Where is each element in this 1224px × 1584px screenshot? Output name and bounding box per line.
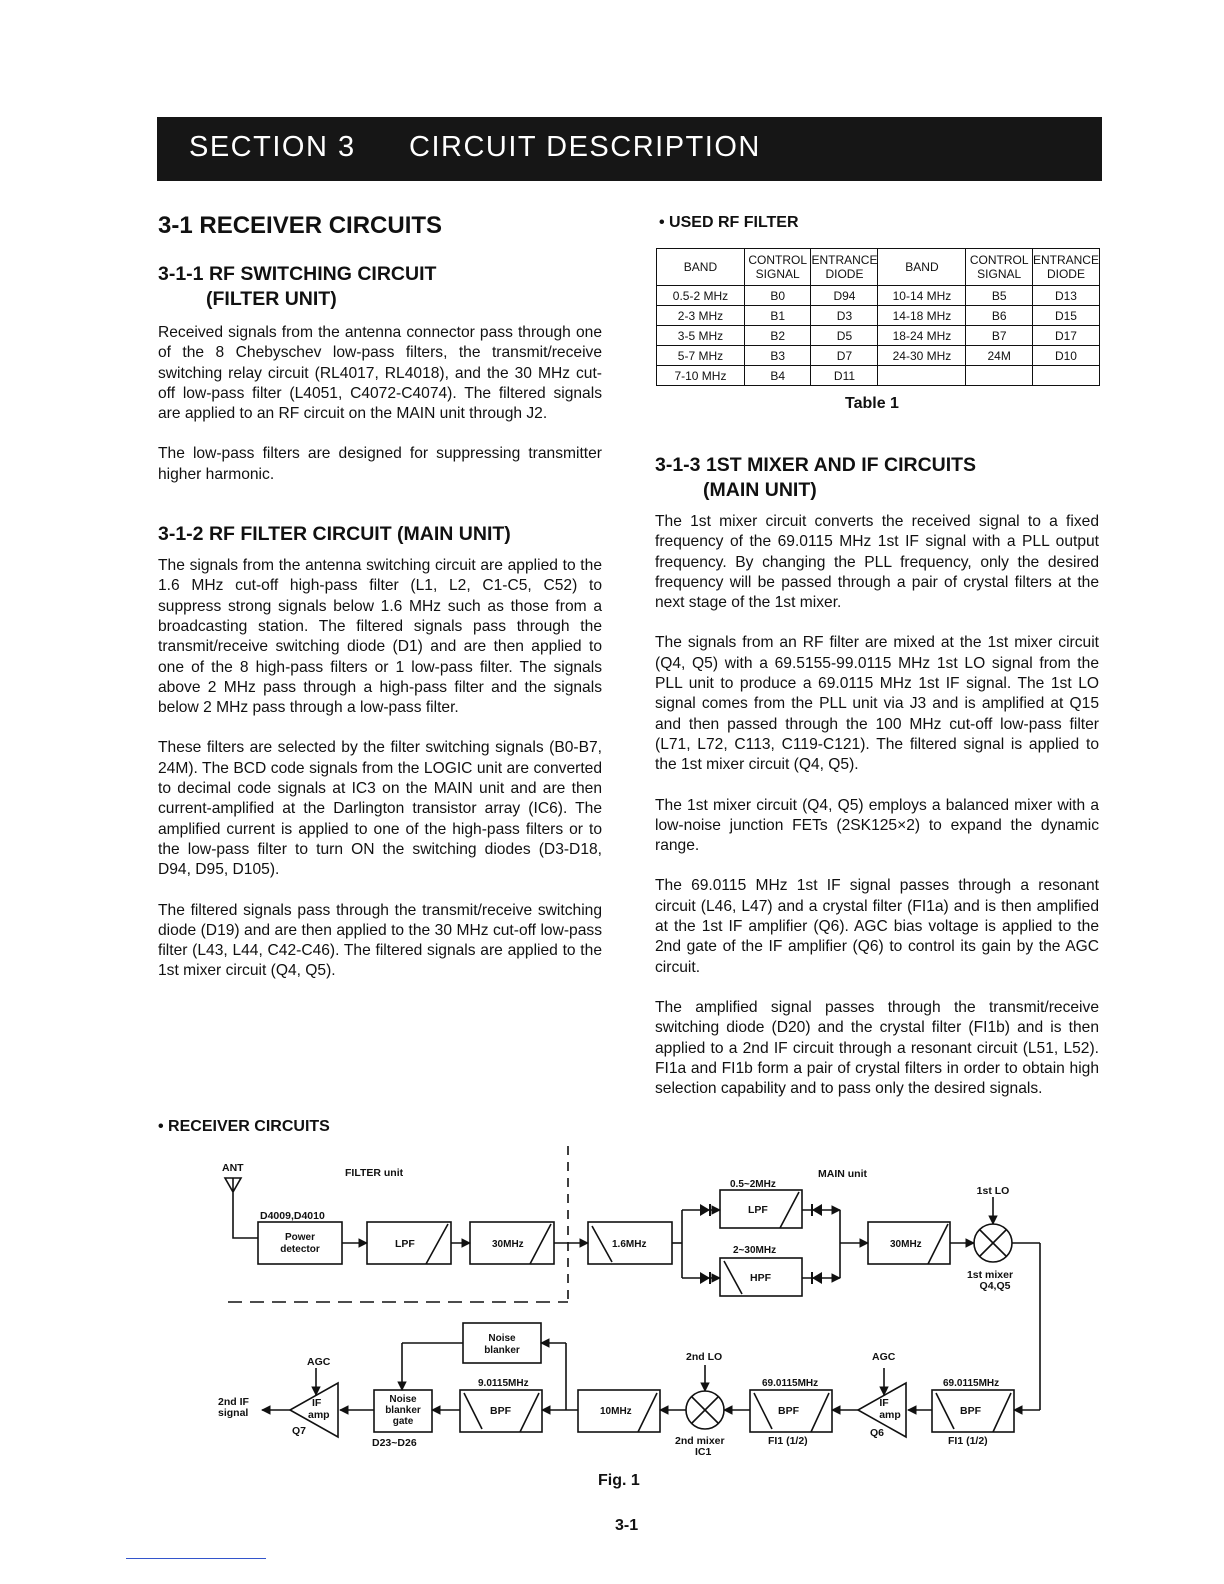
table-cell: B6 xyxy=(966,306,1033,326)
paragraph: The 69.0115 MHz 1st IF signal passes through a resonant circuit (L46, L47) and a crystal filter (FI1a) and is then amplified at the 1st IF amplifier (Q6). AGC bias voltage is applied to the 2nd gate of the IF amplifier (Q6) to control its gain by the AGC circuit. xyxy=(655,877,1099,976)
agc-label: AGC xyxy=(307,1356,331,1368)
lpf-30mhz-main-label: 30MHz xyxy=(890,1239,922,1250)
table-cell: 24M xyxy=(966,346,1033,366)
heading-3-1-3-line1: 3-1-3 1ST MIXER AND IF CIRCUITS xyxy=(655,454,977,476)
hpf-1-6mhz-label: 1.6MHz xyxy=(612,1239,647,1250)
heading-3-1-3-line2: (MAIN UNIT) xyxy=(703,479,817,501)
table-caption: Table 1 xyxy=(845,395,899,412)
heading-3-1-1-line2: (FILTER UNIT) xyxy=(206,288,337,310)
power-detector-block xyxy=(258,1222,342,1264)
table-cell: D5 xyxy=(811,326,878,346)
agc-label: AGC xyxy=(872,1351,896,1363)
used-rf-filter-label: • USED RF FILTER xyxy=(659,214,799,231)
table-row xyxy=(657,326,1100,346)
table-header: BAND xyxy=(878,249,966,286)
frequency-label: 69.0115MHz xyxy=(762,1378,819,1389)
paragraph: The filtered signals pass through the transmit/receive switching diode (D19) and are then applied to the 30 MHz cut-off low-pass filter (L43, L44, C42-C46). The filtered signals are applied to the 1st mixer circuit (Q4, Q5). xyxy=(158,901,602,980)
lpf-label: LPF xyxy=(395,1238,415,1250)
ant-label: ANT xyxy=(222,1162,244,1174)
diode-label: D4009,D4010 xyxy=(260,1210,325,1222)
table-header: BAND xyxy=(657,249,745,286)
paragraph: The 1st mixer circuit converts the received signal to a fixed frequency of the 69.0115 MHz 1st IF signal with a PLL output frequency. By changing the PLL frequency, only the desired frequency will be passed through a pair of crystal filters at the next stage of the 1st mixer. xyxy=(655,513,1099,612)
table-header-row xyxy=(657,249,1100,286)
section-banner xyxy=(157,117,1102,181)
paragraph: The 1st mixer circuit (Q4, Q5) employs a balanced mixer with a low-noise junction FETs (2SK125×2) to expand the dynamic range. xyxy=(655,796,1099,855)
paragraph: Received signals from the antenna connector pass through one of the 8 Chebyschev low-pass filters, the transmit/receive switching relay circuit (RL4017, RL4018), and the 30 MHz cut-off low-pass filter (L4051, C4072-C4074). The filtered signals are applied to an RF circuit on the MAIN unit through J2. xyxy=(158,324,602,423)
section-number: SECTION 3 xyxy=(189,131,356,163)
filter-unit-label: FILTER unit xyxy=(345,1167,404,1179)
table-cell: B1 xyxy=(744,306,811,326)
figure-caption: Fig. 1 xyxy=(598,1472,640,1489)
table-cell: B0 xyxy=(744,286,811,306)
receiver-circuits-label: • RECEIVER CIRCUITS xyxy=(158,1118,330,1135)
paragraph: The signals from the antenna switching circuit are applied to the 1.6 MHz cut-off high-pass filter (L1, L2, C1-C5, C52) to suppress strong signals below 1.6 MHz such as those from a broadcasting station. The filtered signals pass through the transmit/receive switching diode (D1) and are then applied to one of the 8 high-pass filters or 1 low-pass filter. The signals above 2 MHz pass through a high-pass filter and the signals below 2 MHz pass through a low-pass filter. xyxy=(158,557,602,717)
lpf-main-label: LPF xyxy=(748,1204,768,1216)
table-cell: 18-24 MHz xyxy=(878,326,966,346)
table-cell: 2-3 MHz xyxy=(657,306,745,326)
q7-label: Q7 xyxy=(292,1425,307,1437)
right-column xyxy=(655,453,1099,1099)
table-cell: D17 xyxy=(1032,326,1099,346)
second-mixer-label: IC1 xyxy=(695,1446,712,1458)
table-cell xyxy=(966,366,1033,386)
paragraph: The amplified signal passes through the transmit/receive switching diode (D20) and the crystal filter (FI1b) and is then applied to a 2nd IF circuit through a resonant circuit (L51, L52). FI1a and FI1b form a pair of crystal filters in order to obtain high selection capability and to pass only the desired signals. xyxy=(655,998,1099,1098)
noise-blanker-gate-label: Noise xyxy=(389,1394,417,1405)
power-detector-label: Power xyxy=(284,1232,316,1243)
noise-blanker-gate-label: gate xyxy=(392,1416,414,1427)
table-row xyxy=(657,306,1100,326)
table-cell: 24-30 MHz xyxy=(878,346,966,366)
first-mixer-label: Q4,Q5 xyxy=(979,1280,1011,1292)
heading-3-1-1-line1: 3-1-1 RF SWITCHING CIRCUIT xyxy=(158,263,437,285)
second-if-label: 2nd IF xyxy=(218,1396,249,1408)
table-header: ENTRANCE DIODE xyxy=(1032,249,1099,286)
table-cell: 0.5-2 MHz xyxy=(657,286,745,306)
table-row xyxy=(657,346,1100,366)
heading-3-1-2: 3-1-2 RF FILTER CIRCUIT (MAIN UNIT) xyxy=(158,523,511,546)
paragraph: These filters are selected by the filter switching signals (B0-B7, 24M). The BCD code signals from the LOGIC unit are converted to decimal code signals at IC3 on the MAIN unit and are then current-amplified at the Darlington transistor array (IC6). The amplified current is applied to one of the high-pass filters or to the low-pass filter to turn ON the switching diodes (D3-D18, D94, D95, D105). xyxy=(158,739,602,879)
second-if-label: signal xyxy=(218,1407,249,1419)
footer-rule xyxy=(126,1558,266,1559)
table-cell xyxy=(1032,366,1099,386)
second-lo-label: 2nd LO xyxy=(686,1351,723,1363)
first-mixer-label: 1st mixer xyxy=(966,1269,1014,1281)
noise-blanker-gate-label: blanker xyxy=(385,1405,421,1416)
table-cell: B7 xyxy=(966,326,1033,346)
if-amp-label: amp xyxy=(879,1409,901,1421)
receiver-block-diagram xyxy=(0,1140,1224,1470)
antenna-icon xyxy=(225,1178,258,1238)
bpf-label: BPF xyxy=(960,1405,981,1417)
q6-label: Q6 xyxy=(870,1427,885,1439)
lpf-10mhz-label: 10MHz xyxy=(600,1406,632,1417)
section-title: CIRCUIT DESCRIPTION xyxy=(409,131,761,163)
frequency-label: 9.0115MHz xyxy=(478,1378,529,1389)
table-cell: D94 xyxy=(811,286,878,306)
table-cell: B4 xyxy=(744,366,811,386)
table-cell: D11 xyxy=(811,366,878,386)
rf-filter-table xyxy=(656,248,1100,386)
range-lo-label: 0.5~2MHz xyxy=(730,1179,776,1190)
bpf-label: BPF xyxy=(490,1405,511,1417)
table-cell: B3 xyxy=(744,346,811,366)
fi1-label: FI1 (1/2) xyxy=(768,1435,808,1447)
table-header: CONTROL SIGNAL xyxy=(966,249,1033,286)
frequency-label: 69.0115MHz xyxy=(943,1378,1000,1389)
table-header: ENTRANCE DIODE xyxy=(811,249,878,286)
range-hi-label: 2~30MHz xyxy=(733,1245,777,1256)
table-header: CONTROL SIGNAL xyxy=(744,249,811,286)
heading-3-1-1 xyxy=(158,262,602,312)
table-cell: 3-5 MHz xyxy=(657,326,745,346)
if-amp-label: IF xyxy=(879,1397,889,1409)
table-cell: 14-18 MHz xyxy=(878,306,966,326)
second-mixer-label: 2nd mixer xyxy=(675,1435,725,1447)
table-cell: D15 xyxy=(1032,306,1099,326)
left-column xyxy=(158,212,602,982)
page-number: 3-1 xyxy=(615,1517,639,1534)
heading-3-1-3 xyxy=(655,453,1099,503)
fi1-label: FI1 (1/2) xyxy=(948,1435,988,1447)
paragraph: The signals from an RF filter are mixed at the 1st mixer circuit (Q4, Q5) with a 69.5155-99.0115 MHz 1st LO signal from the PLL unit to produce a 69.0115 MHz 1st IF signal. The 1st LO signal comes from the PLL unit via J3 and is amplified at Q15 and then passed through the 100 MHz cut-off low-pass filter (L71, L72, C113, C119-C121). The filtered signal is applied to the 1st mixer circuit (Q4, Q5). xyxy=(655,634,1099,774)
power-detector-label: detector xyxy=(280,1244,320,1255)
table-cell: D7 xyxy=(811,346,878,366)
table-cell: 7-10 MHz xyxy=(657,366,745,386)
table-row xyxy=(657,286,1100,306)
table-cell xyxy=(878,366,966,386)
bpf-label: BPF xyxy=(778,1405,799,1417)
first-lo-label: 1st LO xyxy=(976,1185,1010,1197)
table-row xyxy=(657,366,1100,386)
if-amp-label: amp xyxy=(308,1409,330,1421)
lpf-30mhz-label: 30MHz xyxy=(492,1239,524,1250)
hpf-label: HPF xyxy=(750,1272,771,1284)
table-cell: B2 xyxy=(744,326,811,346)
table-cell: D13 xyxy=(1032,286,1099,306)
diode-range-label: D23~D26 xyxy=(372,1437,417,1449)
table-cell: D3 xyxy=(811,306,878,326)
table-cell: 5-7 MHz xyxy=(657,346,745,366)
table-cell: D10 xyxy=(1032,346,1099,366)
noise-blanker-label: blanker xyxy=(484,1345,520,1356)
heading-3-1: 3-1 RECEIVER CIRCUITS xyxy=(158,212,443,239)
table-cell: B5 xyxy=(966,286,1033,306)
table-cell: 10-14 MHz xyxy=(878,286,966,306)
noise-blanker-label: Noise xyxy=(488,1333,516,1344)
paragraph: The low-pass filters are designed for suppressing transmitter higher harmonic. xyxy=(158,445,602,483)
if-amp-label: IF xyxy=(312,1397,322,1409)
main-unit-label: MAIN unit xyxy=(818,1168,867,1180)
